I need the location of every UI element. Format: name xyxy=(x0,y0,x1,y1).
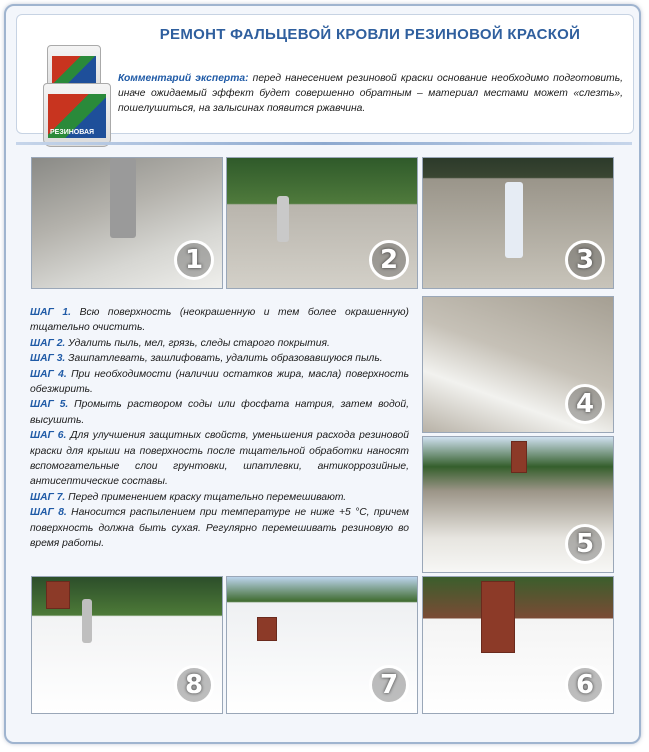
step-number-badge: 4 xyxy=(565,384,605,424)
step-3: ШАГ 3. Зашпатлевать, зашлифовать, удалить образовавшуюся пыль. xyxy=(30,353,383,365)
step-7: ШАГ 7. Перед применением краску тщательно перемешивают. xyxy=(30,491,347,503)
photo-step-5 xyxy=(422,436,614,573)
step-number-badge: 5 xyxy=(565,524,605,564)
photo-step-3 xyxy=(422,157,614,289)
photo-step-4 xyxy=(422,296,614,433)
step-number-badge: 8 xyxy=(174,665,214,705)
chimney xyxy=(257,617,277,641)
step-1: ШАГ 1. Всю поверхность (неокрашенную и тем более окрашенную) тщательно очистить. xyxy=(30,307,409,334)
step-4: ШАГ 4. При необходимости (наличии остатков жира, масла) поверхность обезжирить. xyxy=(30,368,409,396)
chimney xyxy=(46,581,70,609)
photo-step-2 xyxy=(226,157,418,289)
expert-comment-text: перед нанесением резиновой краски основание необходимо подготовить, иначе ожидаемый эффект будет совершенно обратным – материал местами может «слезть», пошелушиться, на залысинах появится ржавчина. xyxy=(118,73,624,114)
product-image xyxy=(43,45,123,145)
step-number-badge: 2 xyxy=(369,240,409,280)
vent-pipe xyxy=(277,196,289,242)
photo-step-6 xyxy=(422,576,614,714)
photo-step-1 xyxy=(31,157,223,289)
step-2: ШАГ 2. Удалить пыль, мел, грязь, следы старого покрытия. xyxy=(30,337,330,349)
vent-pipe xyxy=(110,158,136,238)
step-number-badge: 3 xyxy=(565,240,605,280)
expert-comment-label: Комментарий эксперта: xyxy=(118,73,249,84)
chimney xyxy=(511,441,527,473)
step-6: ШАГ 6. Для улучшения защитных свойств, уменьшения расхода резиновой краски для крыши на поверхность после тщательной обработки наносят вспомогательные слои грунтовки, шпатлевки, антикоррозийные, антисептические составы. xyxy=(30,430,409,488)
step-number-badge: 6 xyxy=(565,665,605,705)
photo-step-8 xyxy=(31,576,223,714)
step-5: ШАГ 5. Промыть раствором соды или фосфата натрия, затем водой, высушить. xyxy=(30,399,409,426)
vent-pipe xyxy=(505,182,523,258)
steps-list xyxy=(30,305,409,552)
photo-step-7 xyxy=(226,576,418,714)
step-number-badge: 7 xyxy=(369,665,409,705)
paint-bucket-large xyxy=(43,83,111,147)
chimney xyxy=(481,581,515,653)
divider xyxy=(16,142,632,145)
page-title: РЕМОНТ ФАЛЬЦЕВОЙ КРОВЛИ РЕЗИНОВОЙ КРАСКОЙ xyxy=(159,26,581,43)
step-number-badge: 1 xyxy=(174,240,214,280)
step-8: ШАГ 8. Наносится распылением при температуре не ниже +5 °С, причем поверхность должна быть сухая. Регулярно перемешивать резиновую во время работы. xyxy=(30,507,409,550)
product-brand-label: РЕЗИНОВАЯ xyxy=(50,129,95,136)
expert-comment xyxy=(118,71,623,116)
vent-pipe xyxy=(82,599,92,643)
